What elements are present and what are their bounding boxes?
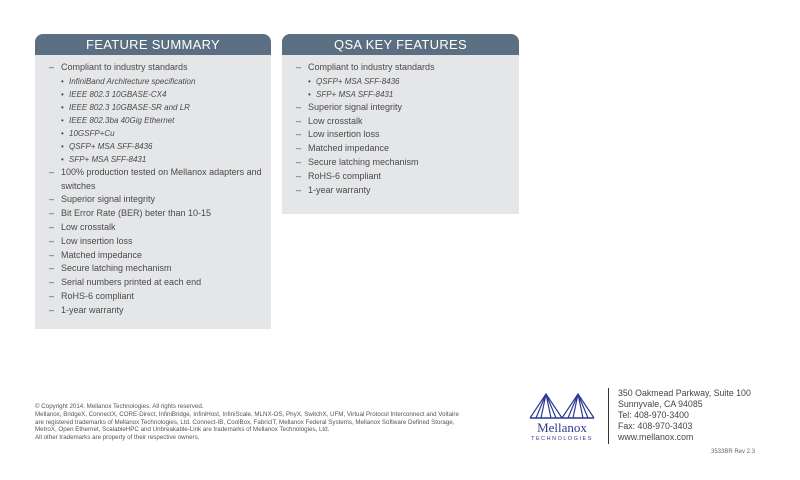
feature-item bbox=[296, 101, 511, 115]
feature-summary-list bbox=[35, 55, 271, 318]
footer-divider bbox=[608, 388, 609, 444]
feature-item bbox=[49, 262, 263, 276]
feature-item bbox=[296, 170, 511, 184]
feature-item bbox=[296, 184, 511, 198]
feature-item-text: Compliant to industry standards bbox=[308, 62, 435, 72]
feature-item bbox=[49, 207, 263, 221]
feature-item bbox=[296, 61, 511, 101]
feature-item-text: Superior signal integrity bbox=[308, 101, 403, 112]
footer-line: MetroX, Open Ethernet, ScalableHPC and Unbreakable-Link are trademarks of Mellanox Technologies, Ltd. bbox=[35, 426, 330, 434]
feature-subitem: • QSFP+ MSA SFF-8436 bbox=[308, 75, 511, 88]
feature-item-text: Low crosstalk bbox=[61, 221, 116, 232]
feature-subitem: • SFP+ MSA SFF-8431 bbox=[61, 153, 263, 166]
feature-item bbox=[49, 193, 263, 207]
feature-item bbox=[49, 61, 263, 166]
feature-item bbox=[296, 156, 511, 170]
feature-item-text: Secure latching mechanism bbox=[61, 263, 172, 274]
feature-item bbox=[49, 249, 263, 263]
feature-item-text: Matched impedance bbox=[308, 143, 390, 154]
feature-item bbox=[49, 304, 263, 318]
city-line: Sunnyvale, CA 94085 bbox=[618, 399, 703, 409]
contact-info bbox=[618, 388, 751, 443]
feature-item-text: Secure latching mechanism bbox=[308, 156, 419, 167]
feature-item-text: RoHS-6 compliant bbox=[61, 290, 135, 301]
feature-item bbox=[296, 128, 511, 142]
fax-line: Fax: 408-970-3403 bbox=[618, 421, 693, 431]
copyright-notice bbox=[35, 403, 505, 442]
feature-summary-title: FEATURE SUMMARY bbox=[35, 34, 271, 55]
qsa-key-features-title: QSA KEY FEATURES bbox=[282, 34, 519, 55]
feature-item-text: Low insertion loss bbox=[61, 235, 133, 246]
feature-item-text: Low crosstalk bbox=[308, 115, 363, 126]
logo-wordmark: Mellanox bbox=[537, 420, 587, 435]
feature-subitem: • IEEE 802.3 10GBASE-CX4 bbox=[61, 88, 263, 101]
feature-item-text: Superior signal integrity bbox=[61, 194, 156, 205]
feature-subitem: • InfiniBand Architecture specification bbox=[61, 75, 263, 88]
feature-item bbox=[49, 290, 263, 304]
footer-line: All other trademarks are property of their respective owners. bbox=[35, 434, 200, 442]
feature-subitem: • SFP+ MSA SFF-8431 bbox=[308, 88, 511, 101]
address-line: 350 Oakmead Parkway, Suite 100 bbox=[618, 388, 751, 398]
mellanox-logo bbox=[526, 388, 598, 444]
feature-summary-panel bbox=[35, 34, 271, 329]
feature-sublist bbox=[308, 75, 511, 101]
feature-item-text: Serial numbers printed at each end bbox=[61, 277, 202, 288]
document-revision: 3533BR Rev 2.3 bbox=[711, 449, 756, 455]
feature-sublist bbox=[61, 75, 263, 166]
website-link[interactable]: www.mellanox.com bbox=[618, 432, 694, 442]
feature-item-text: 100% production tested on Mellanox adapters and switches bbox=[61, 166, 262, 191]
feature-item-text: 1-year warranty bbox=[308, 184, 371, 195]
feature-item bbox=[296, 142, 511, 156]
logo-tagline: TECHNOLOGIES bbox=[531, 436, 593, 442]
footer-line: © Copyright 2014. Mellanox Technologies. All rights reserved. bbox=[35, 403, 204, 410]
feature-item bbox=[49, 166, 263, 194]
phone-line: Tel: 408-970-3400 bbox=[618, 410, 689, 420]
feature-item-text: Low insertion loss bbox=[308, 129, 380, 140]
feature-item-text: Matched impedance bbox=[61, 249, 143, 260]
feature-subitem: • 10GSFP+Cu bbox=[61, 127, 263, 140]
qsa-key-features-list bbox=[282, 55, 519, 197]
feature-item-text: Bit Error Rate (BER) beter than 10-15 bbox=[61, 208, 212, 219]
feature-item bbox=[49, 221, 263, 235]
qsa-key-features-panel bbox=[282, 34, 519, 214]
footer-line: Mellanox, BridgeX, ConnectX, CORE-Direct, InfiniBridge, InfiniHost, InfiniScale, MLNX-OS, PhyX, SwitchX, UFM, Virtual Protocol Interconnect and Voltaire bbox=[35, 410, 459, 418]
feature-item bbox=[296, 115, 511, 129]
feature-item bbox=[49, 276, 263, 290]
feature-subitem: • QSFP+ MSA SFF-8436 bbox=[61, 140, 263, 153]
feature-subitem: • IEEE 802.3ba 40Gig Ethernet bbox=[61, 114, 263, 127]
feature-item bbox=[49, 235, 263, 249]
feature-subitem: • IEEE 802.3 10GBASE-SR and LR bbox=[61, 101, 263, 114]
footer-line: are registered trademarks of Mellanox Technologies, Ltd. Connect-IB, CoolBox, FabricIT, Mellanox Federal Systems, Mellanox Software Defined Storage, bbox=[35, 418, 455, 426]
feature-item-text: Compliant to industry standards bbox=[61, 62, 188, 72]
feature-item-text: RoHS-6 compliant bbox=[308, 170, 382, 181]
feature-item-text: 1-year warranty bbox=[61, 304, 124, 315]
